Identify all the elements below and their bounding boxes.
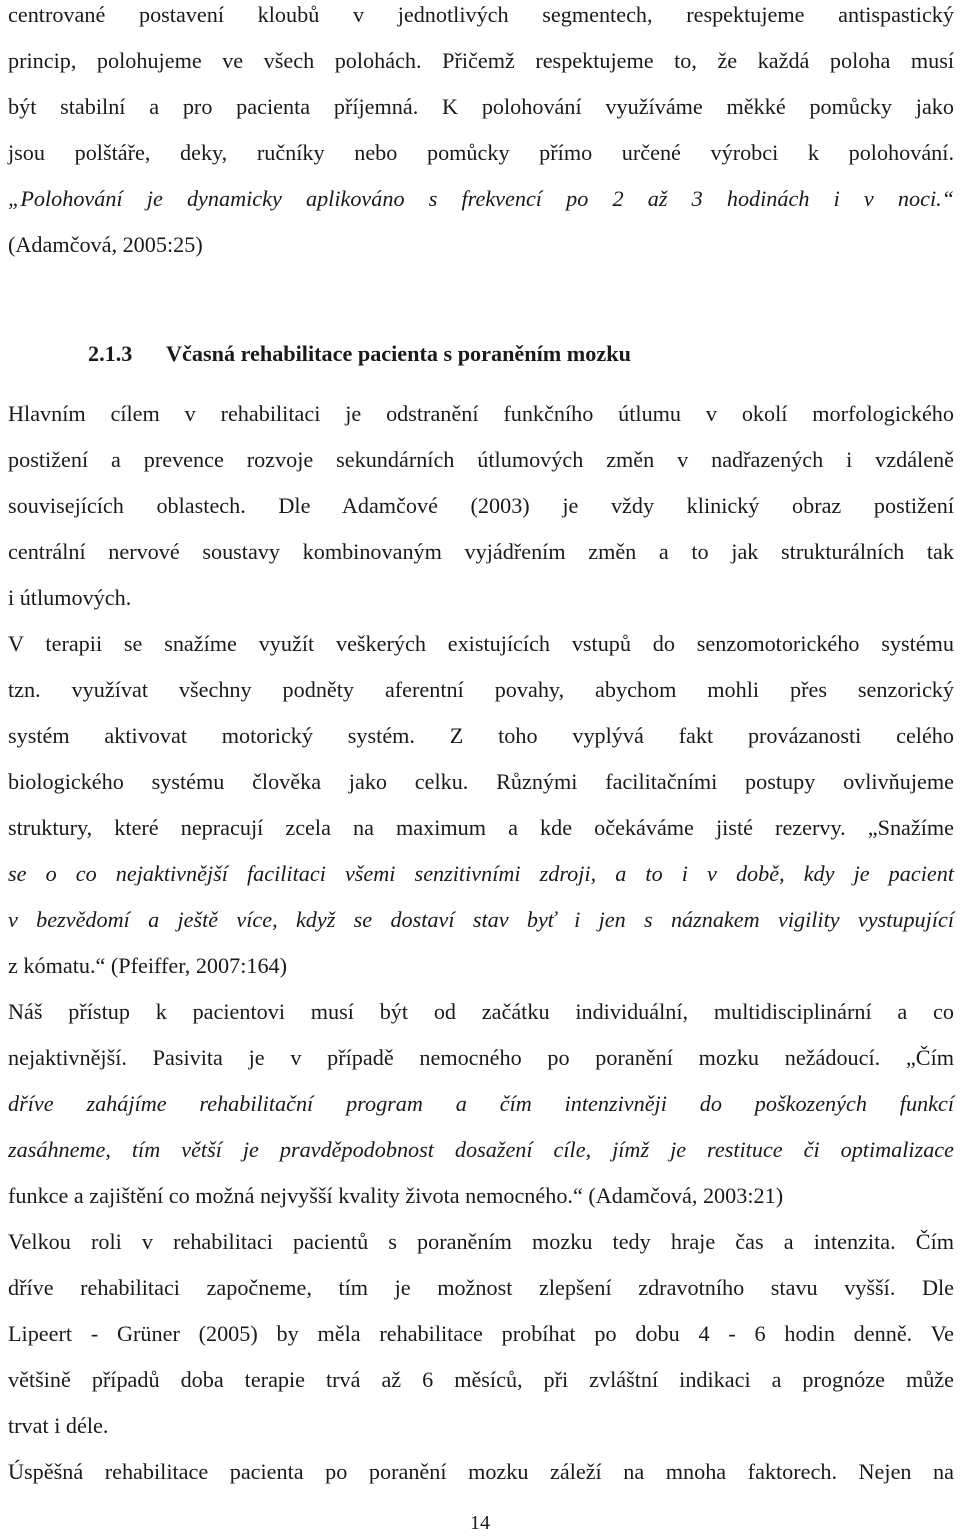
quote-line bbox=[8, 859, 954, 889]
section-heading bbox=[88, 339, 631, 369]
text-line: trvat i déle. bbox=[8, 1413, 109, 1438]
page-number: 14 bbox=[470, 1512, 490, 1534]
text-line: Lipeert - Grüner (2005) by měla rehabilitace probíhat po dobu 4 - 6 hodin denně. Ve bbox=[8, 1321, 954, 1346]
text-line: většině případů doba terapie trvá až 6 měsíců, při zvláštní indikaci a prognóze může bbox=[8, 1367, 954, 1392]
text-line: biologického systému člověka jako celku. Různými facilitačními postupy ovlivňujeme bbox=[8, 769, 954, 794]
text-line: Hlavním cílem v rehabilitaci je odstranění funkčního útlumu v okolí morfologického bbox=[8, 401, 954, 426]
text-line: jsou polštáře, deky, ručníky nebo pomůcky přímo určené výrobci k polohování. bbox=[8, 140, 954, 165]
text-line: z kómatu.“ (Pfeiffer, 2007:164) bbox=[8, 953, 288, 978]
text-line: tzn. využívat všechny podněty aferentní povahy, abychom mohli přes senzorický bbox=[8, 677, 954, 702]
quote-line bbox=[8, 905, 954, 935]
section-number: 2.1.3 bbox=[88, 341, 133, 366]
section-title: Včasná rehabilitace pacienta s poraněním mozku bbox=[166, 341, 631, 366]
text-line: centrované postavení kloubů v jednotlivých segmentech, respektujeme antispastický bbox=[8, 2, 954, 27]
text-line: nejaktivnější. Pasivita je v případě nemocného po poranění mozku nežádoucí. „Čím bbox=[8, 1045, 954, 1070]
quote-text: zasáhneme, tím větší je pravděpodobnost dosažení cíle, jímž je restituce či optimalizace bbox=[8, 1137, 954, 1162]
text-line: i útlumových. bbox=[8, 585, 132, 610]
quote-line bbox=[8, 1089, 954, 1119]
quote-text: dříve zahájíme rehabilitační program a čím intenzivněji do poškozených funkcí bbox=[8, 1091, 954, 1116]
text-line: být stabilní a pro pacienta příjemná. K polohování využíváme měkké pomůcky jako bbox=[8, 94, 954, 119]
text-line: princip, polohujeme ve všech polohách. Přičemž respektujeme to, že každá poloha musí bbox=[8, 48, 954, 73]
citation-line: (Adamčová, 2005:25) bbox=[8, 232, 203, 257]
text-line: postižení a prevence rozvoje sekundárních útlumových změn v nadřazených i vzdáleně bbox=[8, 447, 954, 472]
text-line: struktury, které nepracují zcela na maximum a kde očekáváme jisté rezervy. „Snažíme bbox=[8, 815, 954, 840]
text-line: Velkou roli v rehabilitaci pacientů s poraněním mozku tedy hraje čas a intenzita. Čím bbox=[8, 1229, 954, 1254]
text-line: Úspěšná rehabilitace pacienta po poranění mozku záleží na mnoha faktorech. Nejen na bbox=[8, 1459, 954, 1484]
text-line: funkce a zajištění co možná nejvyšší kvality života nemocného.“ (Adamčová, 2003:21) bbox=[8, 1183, 784, 1208]
text-line: centrální nervové soustavy kombinovaným vyjádřením změn a to jak strukturálních tak bbox=[8, 539, 954, 564]
quote-text: v bezvědomí a ještě více, když se dostaví stav byť i jen s náznakem vigility vystupující bbox=[8, 907, 954, 932]
text-line: souvisejících oblastech. Dle Adamčové (2003) je vždy klinický obraz postižení bbox=[8, 493, 954, 518]
text-line: Náš přístup k pacientovi musí být od začátku individuální, multidisciplinární a co bbox=[8, 999, 954, 1024]
quote-line bbox=[8, 1135, 954, 1165]
quote-line bbox=[8, 184, 954, 214]
quote-text: „Polohování je dynamicky aplikováno s frekvencí po 2 až 3 hodinách i v noci.“ bbox=[8, 186, 954, 211]
text-line: systém aktivovat motorický systém. Z toho vyplývá fakt provázanosti celého bbox=[8, 723, 954, 748]
text-line: V terapii se snažíme využít veškerých existujících vstupů do senzomotorického systému bbox=[8, 631, 954, 656]
text-line: dříve rehabilitaci započneme, tím je možnost zlepšení zdravotního stavu vyšší. Dle bbox=[8, 1275, 954, 1300]
quote-text: se o co nejaktivnější facilitaci všemi senzitivními zdroji, a to i v době, kdy je pacient bbox=[8, 861, 954, 886]
